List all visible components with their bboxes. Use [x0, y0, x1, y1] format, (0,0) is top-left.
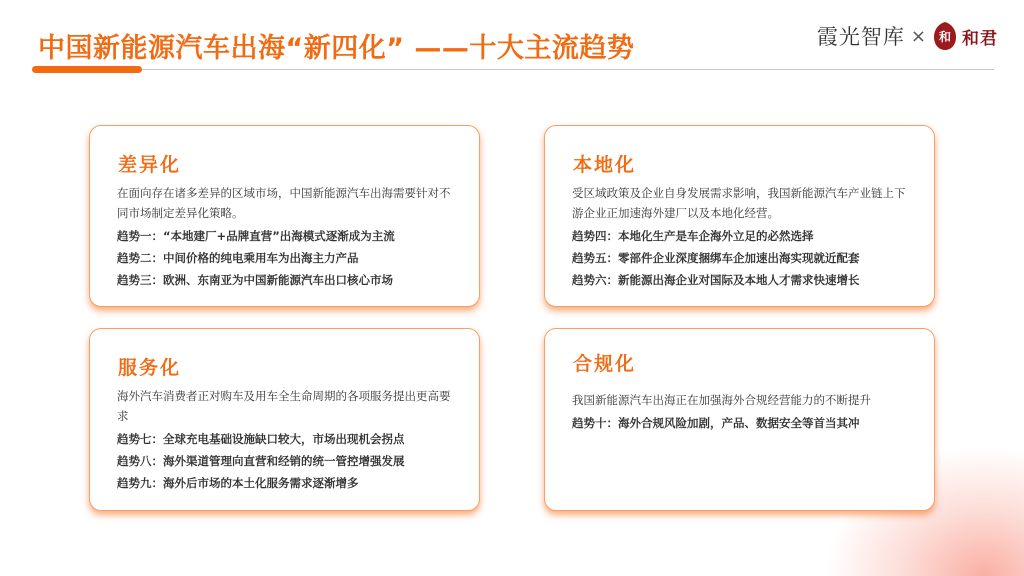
card-servitization: [89, 328, 480, 511]
card-description: 我国新能源汽车出海正在加强海外合规经营能力的不断提升: [572, 393, 871, 407]
card-description: 海外汽车消费者正对购车及用车全生命周期的各项服务提出更高要求: [117, 389, 451, 423]
trend-item: 趋势一：“本地建厂+品牌直营”出海模式逐渐成为主流: [117, 229, 395, 243]
trend-item: 趋势九：海外后市场的本土化服务需求逐渐增多: [117, 476, 359, 490]
card-heading: 服务化: [118, 357, 182, 379]
partner-seal-glyph: 和: [938, 30, 952, 44]
card-heading: 合规化: [573, 353, 637, 375]
trend-item: 趋势三：欧洲、东南亚为中国新能源汽车出口核心市场: [117, 273, 393, 287]
card-description: 在面向存在诸多差异的区域市场，中国新能源汽车出海需要针对不同市场制定差异化策略。: [117, 186, 451, 220]
trend-item: 趋势七：全球充电基础设施缺口较大，市场出现机会拐点: [117, 432, 405, 446]
card-compliance: [544, 328, 935, 511]
trend-item: 趋势五：零部件企业深度捆绑车企加速出海实现就近配套: [572, 251, 860, 265]
partner-name: 和君: [962, 28, 998, 49]
title-divider: [142, 69, 994, 70]
trend-item: 趋势二：中间价格的纯电乘用车为出海主力产品: [117, 251, 359, 265]
trend-item: 趋势八：海外渠道管理向直营和经销的统一管控增强发展: [117, 454, 405, 468]
card-description: 受区域政策及企业自身发展需求影响，我国新能源汽车产业链上下游企业正加速海外建厂以及本地化经营。: [572, 186, 906, 220]
trend-item: 趋势六：新能源出海企业对国际及本地人才需求快速增长: [572, 273, 860, 287]
trend-item: 趋势四：本地化生产是车企海外立足的必然选择: [572, 229, 814, 243]
page-title: 中国新能源汽车出海“新四化” ——十大主流趋势: [38, 33, 635, 64]
card-localization: [544, 125, 935, 307]
partner-seal-icon: [932, 21, 958, 51]
brand-logo-group: [817, 18, 998, 54]
card-heading: 本地化: [573, 154, 637, 176]
brand-name: 霞光智库: [816, 25, 905, 49]
brand-times-sign: ×: [910, 25, 926, 47]
trend-item: 趋势十：海外合规风险加剧，产品、数据安全等首当其冲: [572, 416, 860, 430]
card-differentiation: [89, 125, 480, 307]
card-heading: 差异化: [118, 154, 182, 176]
title-accent-bar: [32, 66, 142, 73]
